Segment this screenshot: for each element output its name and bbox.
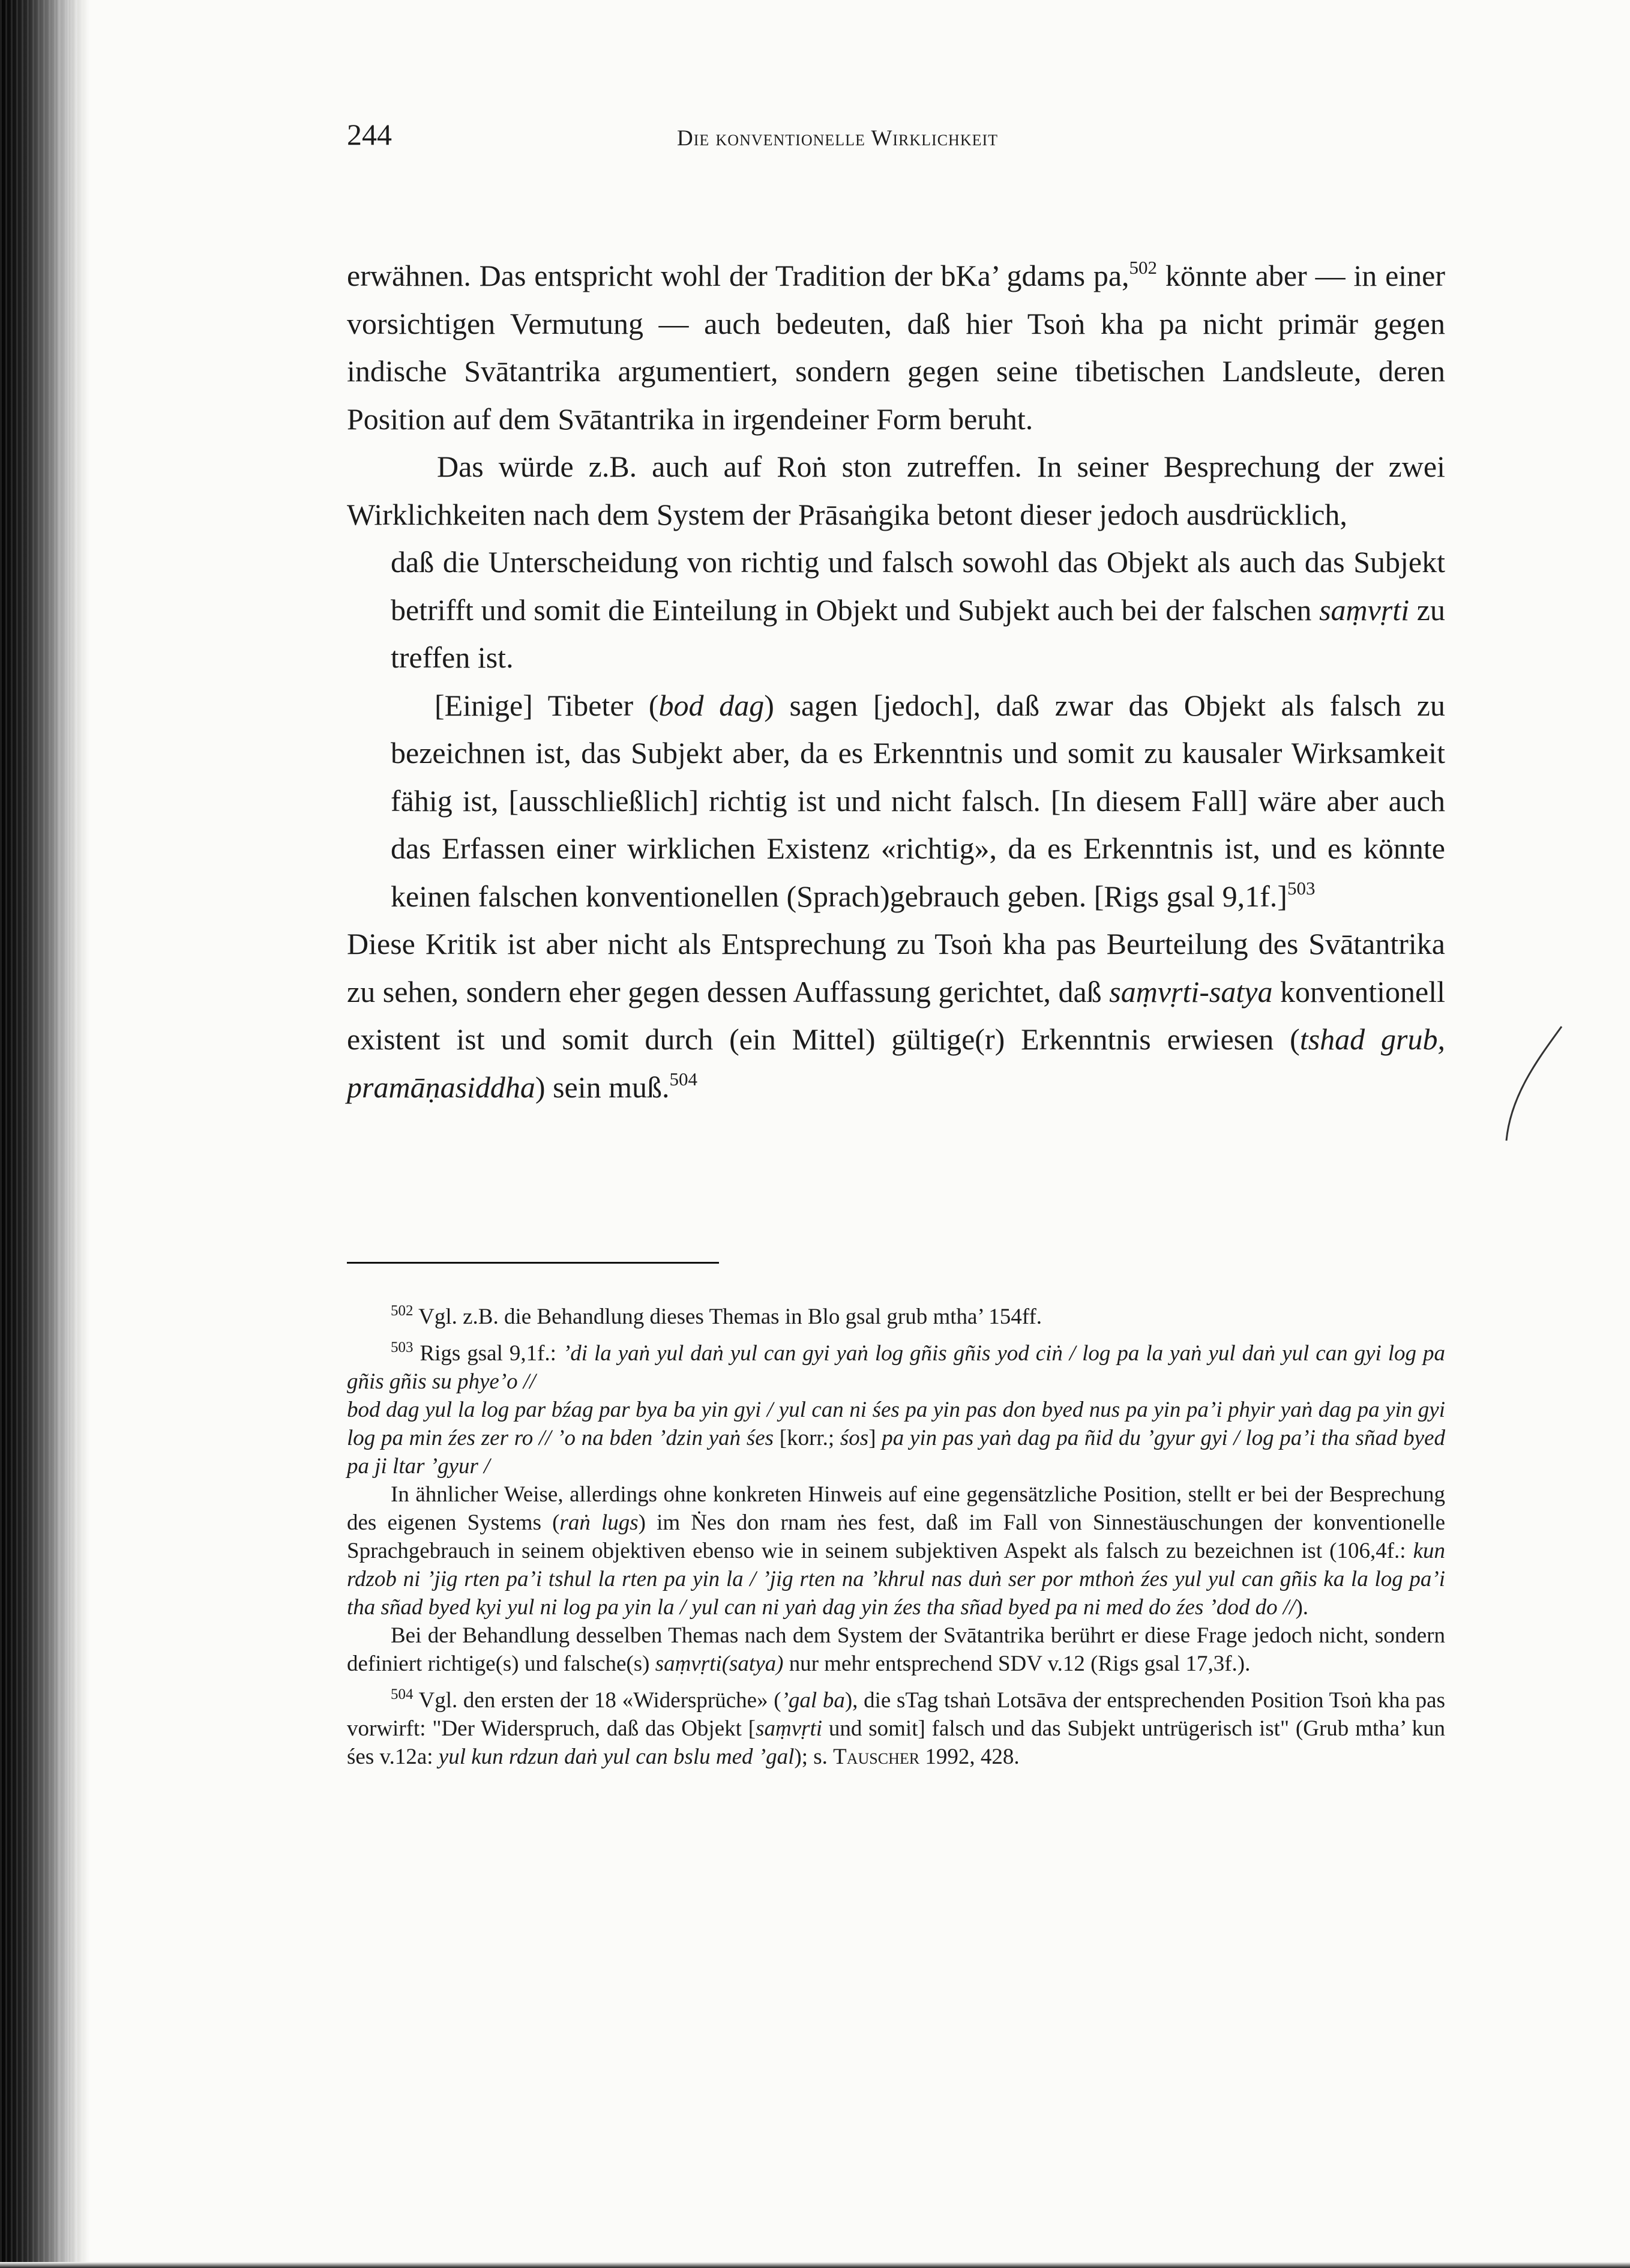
footnotes	[347, 1303, 1445, 1771]
term: bod dag	[658, 688, 765, 722]
text-run: [Einige] Tibeter (	[435, 688, 659, 722]
main-text	[347, 252, 1445, 1111]
running-head: Die konventionelle Wirklichkeit	[677, 126, 999, 151]
paragraph	[347, 920, 1445, 1111]
footnote-ref-504[interactable]: 504	[669, 1068, 698, 1090]
footnote-text: nur mehr entsprechend SDV v.12 (Rigs gsal 17,3f.).	[783, 1651, 1251, 1676]
text-run: daß die Unterscheidung von richtig und falsch sowohl das Objekt als auch das Subjekt betrifft und somit die Einteilung in Objekt und Subjekt auch bei der falschen	[391, 545, 1445, 627]
footnote-text: und somit] falsch und das Subjekt untrügerisch ist" (Grub mtha’ kun śes v.12a:	[347, 1716, 1446, 1769]
footnote-503-para2	[347, 1480, 1445, 1621]
footnote-503-para3	[347, 1621, 1445, 1678]
spine-streak	[58, 0, 60, 2268]
term: saṃvṛti-satya	[1109, 974, 1273, 1009]
footnote-text: Rigs gsal 9,1f.:	[420, 1341, 563, 1366]
text-run: ) sein muß.	[535, 1070, 670, 1104]
term: saṃvṛti	[1319, 593, 1410, 627]
tibetan-quote: bod dag yul la log par bźag par bya ba yin gyi / yul can ni śes pa yin pas don byed nus pa yin pa’i phyir yaṅ dag pa yin gyi log pa min źes zer ro // ’o na bden ’dzin yaṅ śes	[347, 1398, 1445, 1450]
text-run: Diese Kritik ist aber nicht als Entsprechung zu Tsoṅ kha pas Beurteilung des Svātantrika zu sehen, sondern eher gegen dessen Auffassung gerichtet, daß	[347, 927, 1445, 1009]
spine-streak	[67, 0, 69, 2268]
footnote-text: 1992, 428.	[919, 1745, 1020, 1769]
term: yul kun rdzun daṅ yul can bslu med ’gal	[438, 1745, 795, 1769]
term: ’gal ba	[781, 1688, 845, 1713]
book-spine-shadow	[0, 0, 90, 2268]
footnote-ref-502[interactable]: 502	[1129, 257, 1158, 278]
term: śos	[840, 1426, 869, 1450]
text-run: konventionell existent ist und somit durch (ein Mittel) gültige(r) Erkenntnis erwiesen (	[347, 974, 1446, 1056]
footnote-text: Vgl. den ersten der 18 «Widersprüche» (	[418, 1688, 781, 1713]
page-bottom-edge	[0, 2262, 1630, 2268]
footnote-text: ), die sTag tshaṅ Lotsāva der entsprechenden Position Tsoṅ kha pas vorwirft: "Der Widerspruch, daß das Objekt [	[347, 1688, 1445, 1741]
footnote-502	[347, 1303, 1445, 1331]
footnote-text: ) im Ṅes don rnam ṅes fest, daß im Fall von Sinnestäuschungen der konventionelle Sprachgebrauch in seinem objektiven ebenso wie in seinem subjektiven Aspekt als falsch zu bezeichnen ist (106,4f.:	[347, 1510, 1445, 1563]
footnote-number: 504	[391, 1686, 414, 1703]
footnote-number: 502	[391, 1303, 414, 1319]
tibetan-quote: ’di la yaṅ yul daṅ yul can gyi yaṅ log gñis gñis yod ciṅ / log pa la yaṅ yul daṅ yul can gyi log pa gñis gñis su phye’o //	[347, 1341, 1446, 1394]
footnote-text: In ähnlicher Weise, allerdings ohne konkreten Hinweis auf eine gegensätzliche Position, stellt er bei der Besprechung des eigenen Systems (	[347, 1482, 1445, 1535]
text-run: könnte aber — in einer vorsichtigen Vermutung — auch bedeuten, daß hier Tsoṅ kha pa nicht primär gegen indische Svātantrika argumentiert, sondern gegen seine tibetischen Landsleute, deren Position auf dem Svātantrika in irgendeiner Form beruht.	[347, 259, 1445, 436]
block-quote	[391, 682, 1445, 921]
footnote-separator	[347, 1262, 719, 1264]
author-name: Tauscher	[833, 1745, 920, 1769]
term: saṃvṛti	[756, 1716, 823, 1741]
term: tshad grub, pramāṇasiddha	[347, 1022, 1445, 1104]
text-run: zu treffen ist.	[391, 593, 1445, 674]
page-number: 244	[347, 118, 392, 151]
footnote-503	[347, 1339, 1445, 1396]
footnote-504	[347, 1686, 1445, 1771]
spine-streak	[74, 0, 77, 2268]
block-quote	[391, 538, 1445, 682]
footnote-text: ]	[868, 1426, 882, 1450]
tibetan-quote: kun rdzob ni ’jig rten pa’i tshul la rten pa yin la / ’jig rten na ’khrul nas duṅ ser por mthoṅ źes yul yul can gñis ka la log pa’i tha sñad byed kyi yul ni log pa yin la / yul can ni yaṅ dag yin źes tha sñad byed pa ni med do źes ’dod do //	[347, 1539, 1445, 1620]
tibetan-quote: pa yin pas yaṅ dag pa ñid du ’gyur gyi / log pa’i tha sñad byed pa ji ltar ’gyur /	[347, 1426, 1445, 1479]
footnote-text: Bei der Behandlung desselben Themas nach dem System der Svātantrika berührt er diese Frage jedoch nicht, sondern definiert richtige(s) und falsche(s)	[347, 1623, 1445, 1676]
footnote-text: [korr.;	[774, 1426, 840, 1450]
term: raṅ lugs	[559, 1510, 639, 1535]
page-header	[347, 117, 1445, 159]
text-run: ) sagen [jedoch], daß zwar das Objekt als falsch zu bezeichnen ist, das Subjekt aber, da es Erkenntnis und somit zu kausaler Wirksamkeit fähig ist, [ausschließlich] richtig ist und nicht falsch. [In diesem Fall] wäre aber auch das Erfassen einer wirklichen Existenz «richtig», da es Erkenntnis ist, und es könnte keinen falschen konventionellen (Sprach)gebrauch geben. [Rigs gsal 9,1f.]	[391, 688, 1445, 913]
footnote-text: ).	[1295, 1595, 1309, 1620]
paragraph	[347, 252, 1445, 443]
footnote-text: ); s.	[794, 1745, 834, 1769]
footnote-text: Vgl. z.B. die Behandlung dieses Themas in Blo gsal grub mtha’ 154ff.	[418, 1304, 1042, 1329]
footnote-503-cont	[347, 1396, 1445, 1480]
pencil-mark	[1502, 1024, 1568, 1144]
text-run: erwähnen. Das entspricht wohl der Tradition der bKa’ gdams pa,	[347, 259, 1129, 292]
paragraph: Das würde z.B. auch auf Roṅ ston zutreffen. In seiner Besprechung der zwei Wirklichkeiten nach dem System der Prāsaṅgika betont dieser jedoch ausdrücklich,	[347, 450, 1445, 531]
footnote-ref-503[interactable]: 503	[1287, 877, 1316, 899]
term: saṃvṛti(satya)	[655, 1651, 784, 1676]
footnote-number: 503	[391, 1339, 414, 1356]
